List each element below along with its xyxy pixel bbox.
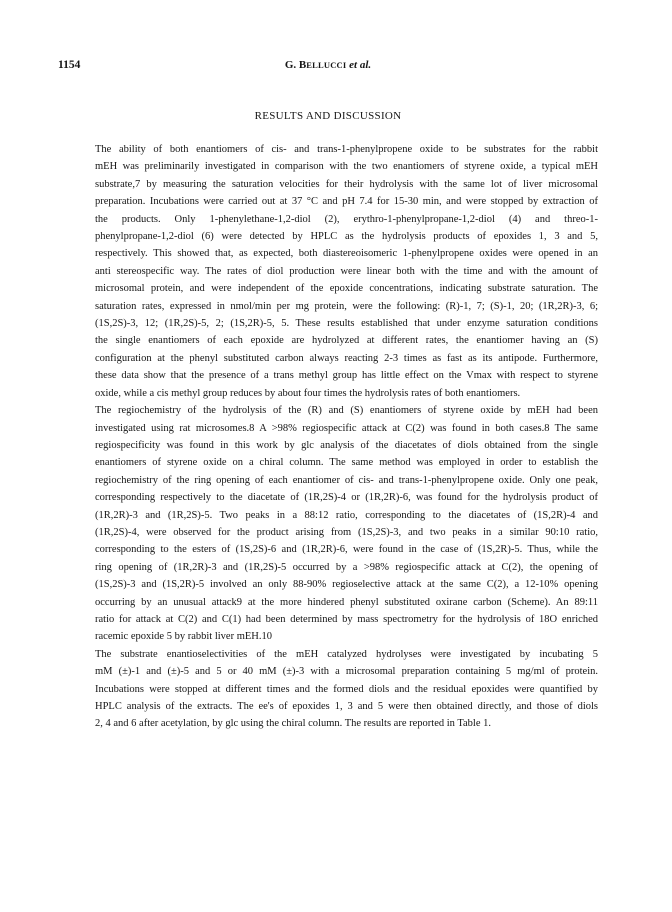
text-line: microsomal protein, and were independent of the epoxide concentrations, indicating substrate saturation. The xyxy=(95,283,598,295)
text-line: occurring by an unusual attack9 at the more hindered phenyl substituted oxirane carbon (Scheme). An 89:11 xyxy=(95,596,598,608)
text-line: The ability of both enantiomers of cis- and trans-1-phenylpropene oxide to be substrates for the rabbit xyxy=(95,144,598,155)
text-line: the single enantiomers of each epoxide are hydrolyzed at different rates, the enantiomer having an (S) xyxy=(95,335,598,347)
text-line: respectively. This showed that, as expected, both diastereoisomeric 1-phenylpropene oxides were opened in an xyxy=(95,248,598,260)
text-line: racemic epoxide 5 by rabbit liver mEH.10 xyxy=(95,631,272,643)
text-line: (1R,2S)-4, were observed for the product arising from (1S,2S)-3, and two peaks in a similar 90:10 ratio, xyxy=(95,526,598,538)
text-line: HPLC analysis of the extracts. The ee's of epoxides 1, 3 and 5 were then obtained directly, and those of diols xyxy=(95,701,598,712)
text-line: the products. Only 1-phenylethane-1,2-diol (2), erythro-1-phenylpropane-1,2-diol (4) and threo-1- xyxy=(95,213,598,225)
text-line: enantiomers of styrene oxide on a chiral column. The same method was employed in order to establish the xyxy=(95,457,598,469)
author-surname: ELLUCCI xyxy=(306,60,347,70)
text-line: substrate,7 by measuring the saturation velocities for their hydrolysis with the same lot of liver microsomal xyxy=(95,178,598,190)
text-line: phenylpropane-1,2-diol (6) were detected by HPLC as the hydrolysis products of epoxides 1, 3 and 5, xyxy=(95,231,598,243)
text-line: corresponding to the esters of (1S,2S)-6 and (1R,2R)-6, were found in the case of (1S,2R)-5. Thus, while the xyxy=(95,544,598,556)
body-text xyxy=(58,141,598,733)
text-line: ratio for attack at C(2) and C(1) had been determined by mass spectrometry for the hydrolysis of 18O enriched xyxy=(95,613,598,625)
section-title: RESULTS AND DISCUSSION xyxy=(254,110,402,122)
text-line: anti stereospecific way. The rates of diol production were linear both with the time and with the amount of xyxy=(95,265,598,277)
text-line: mM (±)-1 and (±)-5 and 5 or 40 mM (±)-3 with a microsomal preparation containing 5 mg/ml of protein. xyxy=(95,666,598,678)
text-line: 2, 4 and 6 after acetylation, by glc using the chiral column. The results are reported in Table 1. xyxy=(95,718,492,730)
paragraph-1 xyxy=(58,141,598,402)
text-line: corresponding respectively to the diacetate of (1R,2S)-4 or (1R,2R)-6, was found for the hydrolysis product of xyxy=(95,492,598,504)
text-line: (1S,2S)-3, 12; (1R,2S)-5, 2; (1S,2R)-5, 5. These results established that under enzyme saturation conditions xyxy=(95,318,598,330)
text-line: these data show that the presence of a trans methyl group has little effect on the Vmax with respect to styrene xyxy=(95,370,598,382)
text-line: regiochemistry of the ring opening of each enantiomer of cis- and trans-1-phenylpropene oxide. Only one peak, xyxy=(95,474,598,486)
running-head-authors xyxy=(58,59,598,71)
text-line: ring opening of (1R,2R)-3 and (1R,2S)-5 occurred by a >98% regiospecific attack at C(2), the opening of xyxy=(95,561,598,573)
text-line: (1R,2R)-3 and (1R,2S)-5. Two peaks in a 88:12 ratio, corresponding to the diacetates of (1S,2R)-4 and xyxy=(95,509,598,521)
paragraph-2 xyxy=(58,402,598,646)
text-line: saturation rates, expressed in nmol/min per mg protein, were the following: (R)-1, 7; (S)-1, 20; (1R,2R)-3, 6; xyxy=(95,300,598,312)
text-line: configuration at the phenyl substituted carbon always reacting 2-3 times as fast as its antipode. Furthermore, xyxy=(95,352,598,364)
paragraph-3 xyxy=(58,646,598,733)
text-line: (1S,2S)-3 and (1S,2R)-5 involved an only 88-90% regioselective attack at the same C(2), a 12-10% opening xyxy=(95,579,598,591)
running-header xyxy=(58,59,598,75)
text-line: mEH was preliminarily investigated in comparison with the two enantiomers of styrene oxide, a typical mEH xyxy=(95,161,598,173)
text-line: investigated using rat microsomes.8 A >98% regiospecific attack at C(2) was found in both cases.8 The same xyxy=(95,422,598,434)
text-line: regiospecificity was found in this work by glc analysis of the diacetates of diols obtained from the single xyxy=(95,439,598,451)
author-initial: G. B xyxy=(284,59,307,71)
page-number: 1154 xyxy=(58,59,81,71)
text-line: oxide, while a cis methyl group reduces by about four times the hydrolysis rates of both enantiomers. xyxy=(95,387,521,399)
text-line: Incubations were stopped at different times and the formed diols and the residual epoxides were quantified by xyxy=(95,683,598,695)
text-line: The regiochemistry of the hydrolysis of the (R) and (S) enantiomers of styrene oxide by mEH had been xyxy=(95,405,598,417)
author-suffix: et al. xyxy=(346,59,372,71)
text-line: preparation. Incubations were carried out at 37 °C and pH 7.4 for 15-30 min, and were stopped by extraction of xyxy=(95,196,598,208)
text-line: The substrate enantioselectivities of the mEH catalyzed hydrolyses were investigated by incubating 5 xyxy=(95,648,598,660)
